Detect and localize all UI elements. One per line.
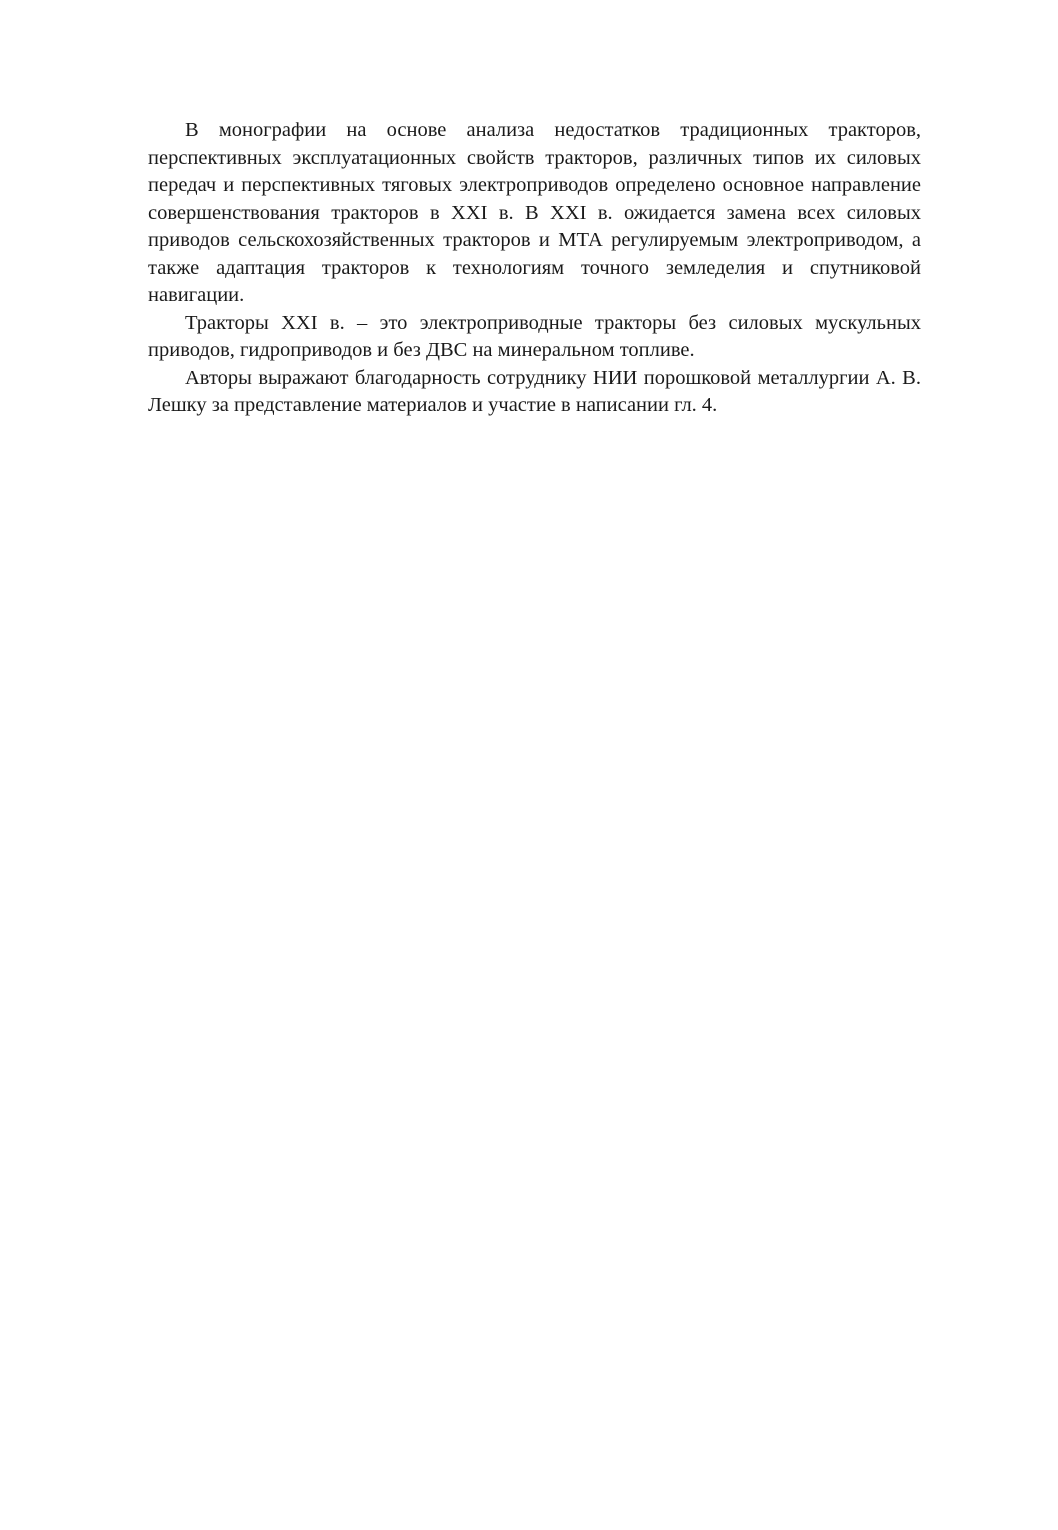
paragraph-monograph-summary: В монографии на основе анализа недостатков традиционных тракторов, перспективных эксплуатационных свойств тракторов, различных типов их силовых передач и перспективных тяговых электроприводов определено основное направление совершенствования тракторов в XXI в. В XXI в. ожидается замена всех силовых приводов сельскохозяйственных тракторов и МТА регулируемым электроприводом, а также адаптация тракторов к технологиям точного земледелия и спутниковой навигации.	[148, 119, 921, 306]
paragraph-tractors-21st-century: Тракторы XXI в. – это электроприводные тракторы без силовых мускульных приводов, гидроприводов и без ДВС на минеральном топливе.	[148, 311, 921, 361]
paragraph-acknowledgements: Авторы выражают благодарность сотруднику НИИ порошковой металлургии А. В. Лешку за представление материалов и участие в написании гл. 4.	[148, 366, 921, 416]
body-text	[148, 117, 921, 420]
